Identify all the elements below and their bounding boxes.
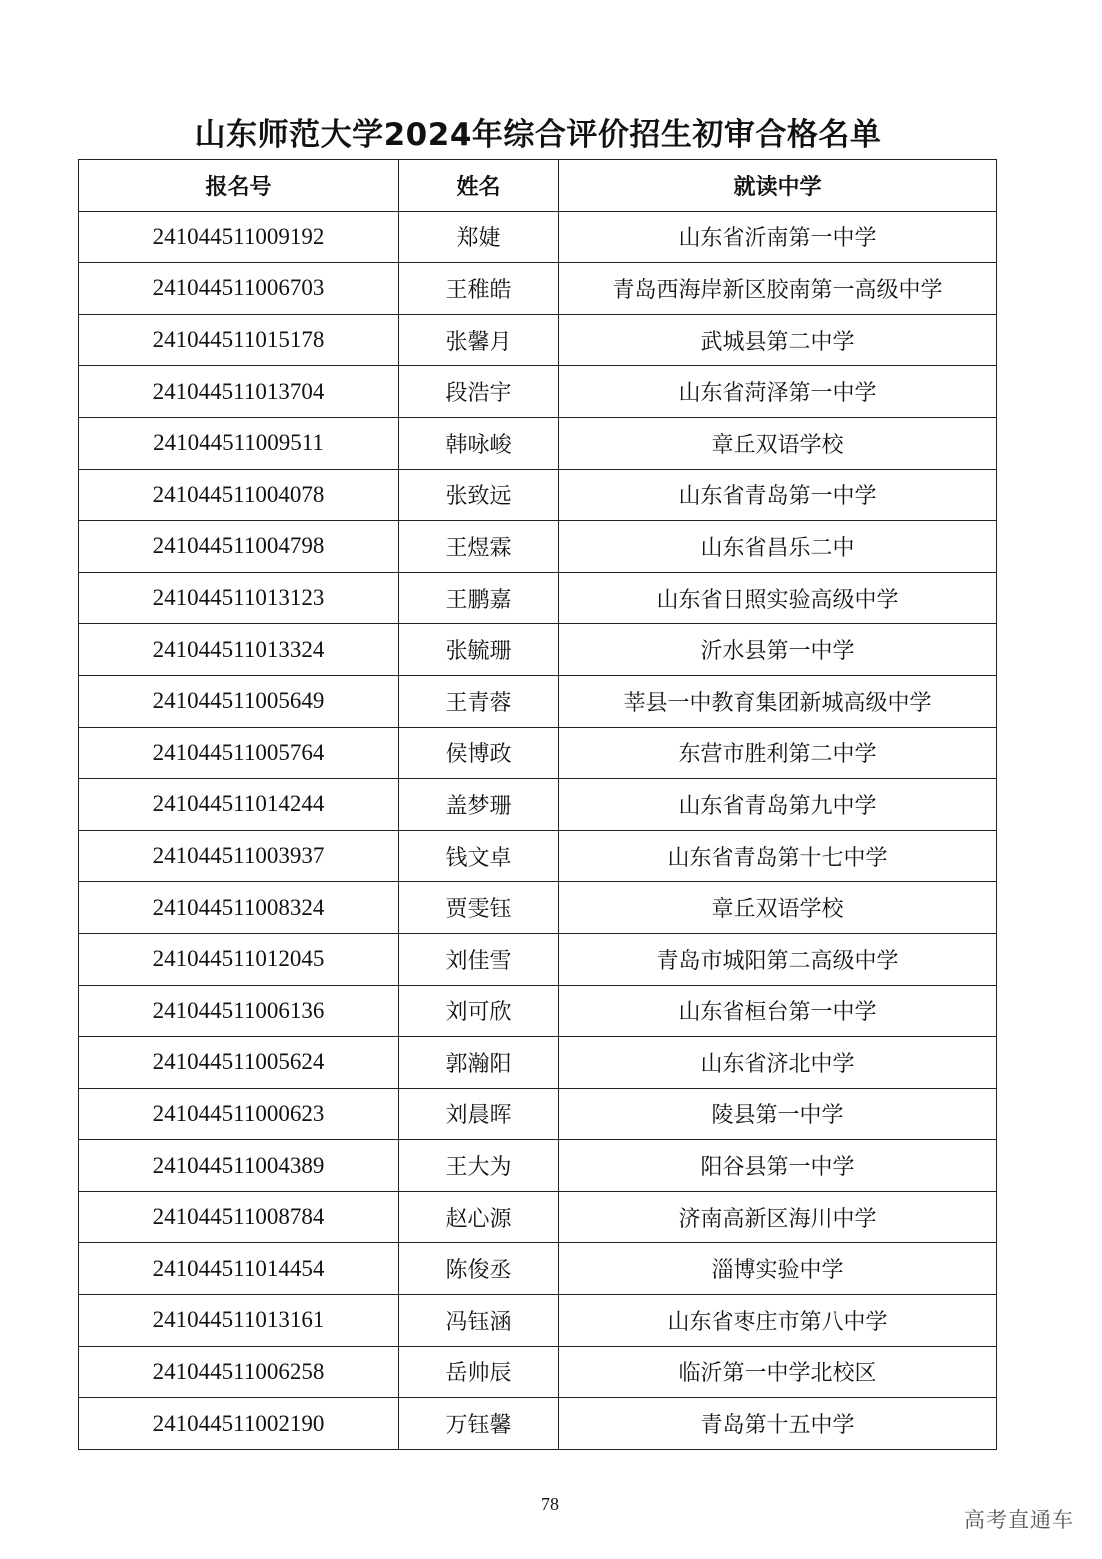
registration-number-cell: 241044511004798: [79, 521, 399, 573]
table-row: [79, 211, 997, 263]
school-cell: 山东省青岛第十七中学: [559, 830, 997, 882]
school-cell: 青岛市城阳第二高级中学: [559, 933, 997, 985]
student-name-cell: 张馨月: [399, 314, 559, 366]
student-name-cell: 钱文卓: [399, 830, 559, 882]
school-cell: 青岛西海岸新区胶南第一高级中学: [559, 263, 997, 315]
page-number: 78: [541, 1494, 559, 1514]
school-cell: 山东省菏泽第一中学: [559, 366, 997, 418]
student-name-cell: 刘晨晖: [399, 1088, 559, 1140]
school-cell: 山东省青岛第九中学: [559, 779, 997, 831]
student-name-cell: 张致远: [399, 469, 559, 521]
table-row: [79, 1140, 997, 1192]
school-cell: 山东省青岛第一中学: [559, 469, 997, 521]
registration-number-cell: 241044511008784: [79, 1191, 399, 1243]
student-name-cell: 韩咏峻: [399, 417, 559, 469]
registration-number-cell: 241044511000623: [79, 1088, 399, 1140]
school-cell: 临沂第一中学北校区: [559, 1346, 997, 1398]
table-row: [79, 624, 997, 676]
table-row: [79, 882, 997, 934]
table-row: [79, 779, 997, 831]
school-cell: 章丘双语学校: [559, 417, 997, 469]
column-header-name: 姓名: [399, 160, 559, 212]
table-row: [79, 1037, 997, 1089]
school-cell: 山东省昌乐二中: [559, 521, 997, 573]
registration-number-cell: 241044511013161: [79, 1295, 399, 1347]
school-cell: 青岛第十五中学: [559, 1398, 997, 1450]
registration-number-cell: 241044511004389: [79, 1140, 399, 1192]
registration-number-cell: 241044511014244: [79, 779, 399, 831]
registration-number-cell: 241044511006703: [79, 263, 399, 315]
school-cell: 山东省枣庄市第八中学: [559, 1295, 997, 1347]
table-body: [79, 211, 997, 1449]
student-name-cell: 王煜霖: [399, 521, 559, 573]
school-cell: 沂水县第一中学: [559, 624, 997, 676]
table-row: [79, 417, 997, 469]
admission-list-table: [78, 159, 997, 1450]
watermark: 高考直通车: [964, 1508, 1074, 1532]
student-name-cell: 岳帅辰: [399, 1346, 559, 1398]
table-row: [79, 727, 997, 779]
school-cell: 陵县第一中学: [559, 1088, 997, 1140]
school-cell: 章丘双语学校: [559, 882, 997, 934]
table-row: [79, 1243, 997, 1295]
registration-number-cell: 241044511013123: [79, 572, 399, 624]
table-row: [79, 314, 997, 366]
table-row: [79, 263, 997, 315]
registration-number-cell: 241044511009511: [79, 417, 399, 469]
school-cell: 莘县一中教育集团新城高级中学: [559, 675, 997, 727]
registration-number-cell: 241044511006258: [79, 1346, 399, 1398]
table-row: [79, 1346, 997, 1398]
table-row: [79, 1295, 997, 1347]
table-row: [79, 933, 997, 985]
table-row: [79, 366, 997, 418]
registration-number-cell: 241044511002190: [79, 1398, 399, 1450]
school-cell: 山东省日照实验高级中学: [559, 572, 997, 624]
student-name-cell: 陈俊丞: [399, 1243, 559, 1295]
registration-number-cell: 241044511006136: [79, 985, 399, 1037]
registration-number-cell: 241044511014454: [79, 1243, 399, 1295]
student-name-cell: 刘可欣: [399, 985, 559, 1037]
student-name-cell: 冯钰涵: [399, 1295, 559, 1347]
student-name-cell: 万钰馨: [399, 1398, 559, 1450]
student-name-cell: 王鹏嘉: [399, 572, 559, 624]
student-name-cell: 段浩宇: [399, 366, 559, 418]
registration-number-cell: 241044511004078: [79, 469, 399, 521]
school-cell: 山东省桓台第一中学: [559, 985, 997, 1037]
student-name-cell: 郭瀚阳: [399, 1037, 559, 1089]
registration-number-cell: 241044511012045: [79, 933, 399, 985]
registration-number-cell: 241044511005764: [79, 727, 399, 779]
school-cell: 山东省济北中学: [559, 1037, 997, 1089]
school-cell: 东营市胜利第二中学: [559, 727, 997, 779]
table-row: [79, 521, 997, 573]
student-name-cell: 郑婕: [399, 211, 559, 263]
school-cell: 淄博实验中学: [559, 1243, 997, 1295]
page-title: 山东师范大学2024年综合评价招生初审合格名单: [194, 117, 882, 153]
registration-number-cell: 241044511013324: [79, 624, 399, 676]
registration-number-cell: 241044511015178: [79, 314, 399, 366]
student-name-cell: 盖梦珊: [399, 779, 559, 831]
table-row: [79, 985, 997, 1037]
student-name-cell: 王大为: [399, 1140, 559, 1192]
student-name-cell: 侯博政: [399, 727, 559, 779]
table-row: [79, 830, 997, 882]
table-header-row: [79, 160, 997, 212]
table-row: [79, 1398, 997, 1450]
school-cell: 山东省沂南第一中学: [559, 211, 997, 263]
registration-number-cell: 241044511013704: [79, 366, 399, 418]
student-name-cell: 张毓珊: [399, 624, 559, 676]
table-row: [79, 1088, 997, 1140]
column-header-school: 就读中学: [559, 160, 997, 212]
student-name-cell: 刘佳雪: [399, 933, 559, 985]
school-cell: 武城县第二中学: [559, 314, 997, 366]
school-cell: 阳谷县第一中学: [559, 1140, 997, 1192]
column-header-registration-number: 报名号: [79, 160, 399, 212]
student-name-cell: 王青蓉: [399, 675, 559, 727]
registration-number-cell: 241044511005649: [79, 675, 399, 727]
table-row: [79, 1191, 997, 1243]
registration-number-cell: 241044511005624: [79, 1037, 399, 1089]
student-name-cell: 贾雯钰: [399, 882, 559, 934]
student-name-cell: 王稚皓: [399, 263, 559, 315]
table-row: [79, 675, 997, 727]
registration-number-cell: 241044511008324: [79, 882, 399, 934]
table-row: [79, 572, 997, 624]
table-row: [79, 469, 997, 521]
school-cell: 济南高新区海川中学: [559, 1191, 997, 1243]
student-name-cell: 赵心源: [399, 1191, 559, 1243]
registration-number-cell: 241044511003937: [79, 830, 399, 882]
registration-number-cell: 241044511009192: [79, 211, 399, 263]
